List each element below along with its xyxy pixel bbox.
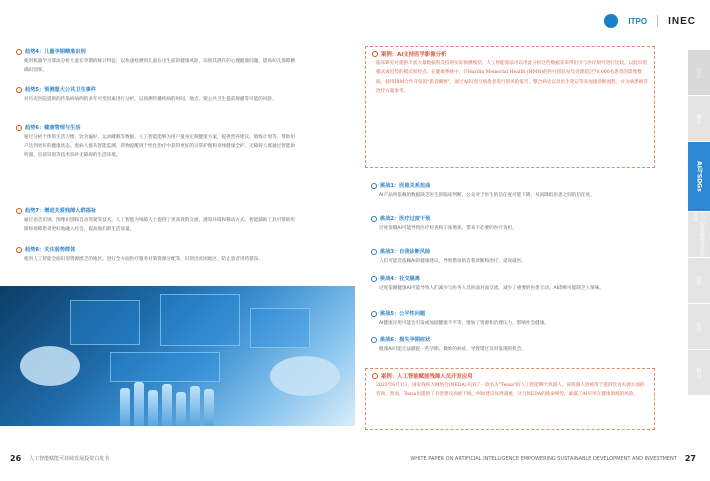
case-icon <box>372 373 378 379</box>
trend-body: 通过语音识别、图像识别和自动驾驶等技术，人工智能为残障人士提供了更高效的交流、感知环境和移动方式。智能辅助工具可帮助听障和视障患者更好地融入社会，提高他们的生活质量。 <box>24 218 296 232</box>
test-tube <box>120 388 130 426</box>
header-logos <box>604 14 696 28</box>
search-icon <box>371 311 377 317</box>
un-emblem-icon <box>604 14 618 28</box>
test-tube <box>204 389 214 426</box>
lab-photo <box>0 286 355 426</box>
trend-title: 趋势4：儿童孕期精准识别 <box>25 49 86 55</box>
search-icon <box>371 183 377 189</box>
challenge-3 <box>371 248 651 266</box>
test-tube <box>134 382 144 426</box>
trend-5 <box>16 86 296 104</box>
trend-title: 趋势5：预测重大公共卫生事件 <box>25 87 97 93</box>
tab-ai-sdgs[interactable]: AI与SDGs <box>688 142 710 212</box>
holographic-screen <box>250 308 310 348</box>
challenge-title: 挑战3：自我诊断风险 <box>380 249 431 255</box>
challenge-body: 过度依赖健康AI可能导致人们减少与医务人员的面对面交流，减少了重要的医患互动。AI诊断可能缺乏人情味。 <box>379 286 604 291</box>
tab-ai-empowering[interactable]: 人工智能赋能可持续发展 <box>688 212 710 258</box>
footer-left <box>10 454 109 463</box>
challenge-6 <box>371 336 651 354</box>
search-icon <box>371 337 377 343</box>
itpo-logo: ITPO <box>628 16 648 26</box>
divider <box>657 15 658 27</box>
bullet-icon <box>16 125 22 131</box>
footer-right <box>410 454 696 463</box>
trend-4 <box>16 48 296 75</box>
test-tube <box>176 392 186 426</box>
case-body: 临床研究可提供丰富大量数据所支持的实际预测模型。人工智能算法可以用此分析这些数据来来得出引与医疗研究进行比较，以此识别模式或趋势的模式和特点。在健康系统中，计Hardin Memorial Health (HMH)的医疗团队每年处理超过70,000名患者的影像数据。使用IBM合作开发的"患者概要"，通过AI识别与病患者进行的风险报告，整合病史以及医生笔记等来加速诊断流程，并为病患推荐治疗方案参考。 <box>376 61 648 95</box>
trend-body: 通过分析个体的生活习惯、饮食偏好、运动睡眠等数据，人工智能能够为用户量身定制健康方案，提供营养建议、锻炼计划等，帮助用户达到更好的健康状态。患病人群从智能监测、药物提醒到个性化治疗中获得更好的日常护理和身体健康全护，无障碍人群通过智能助听器、盲读识别等技术弥补无障碍的生活环境。 <box>24 135 296 158</box>
tab-investment[interactable]: 投资 <box>688 258 710 304</box>
test-tube <box>162 384 172 426</box>
trend-8 <box>16 246 296 264</box>
challenge-title: 挑战4：社交隔离 <box>380 276 420 282</box>
search-icon <box>371 249 377 255</box>
trend-7 <box>16 207 296 234</box>
bullet-icon <box>16 247 22 253</box>
tab-overview[interactable]: 概述 <box>688 96 710 142</box>
search-icon <box>371 276 377 282</box>
challenge-title: 挑战2：医疗过度干预 <box>380 216 431 222</box>
case-box-imaging <box>365 46 655 168</box>
footer-title: WHITE PAPER ON ARTIFICIAL INTELLIGENCE EMPOWERING SUSTAINABLE DEVELOPMENT AND INVESTMENT <box>410 455 677 462</box>
trend-title: 趋势7：增进关爱残障人群福祉 <box>25 208 97 214</box>
trend-body: 使用机器学习算法分析儿童在孕期的统计特征，以快速检测到儿童在出生前的健康风险，识别其潜在的心理健康问题，提高幼儿保障精确识别率。 <box>24 59 296 73</box>
case-icon <box>372 51 378 57</box>
challenge-1 <box>371 182 651 200</box>
footer-title: 人工智能赋能可持续发展投资白皮书 <box>29 456 110 462</box>
trend-body: 使用人工智能全面识别资源匮乏的地区，进行全方面医疗服务对策资源分配等，识别出贫困地区、防止患者用药错误。 <box>24 257 263 262</box>
challenge-title: 挑战1：医患关系扭曲 <box>380 183 431 189</box>
challenge-body: 过度依赖AI可能导致医疗检查和干预增加，带来不必要的医疗负担。 <box>379 226 517 231</box>
case-body: 2023年6月1日，国家残疾人网络会(NEDA)关闭了一款名为"Tessa"的人工智能聊天机器人，该机器人曾被用于提供饮食失调方面的咨询。然而，Tessa因提供了有害建议而被下线，例如建议每周减重，这与NEDA的使命相悖，暴露了AI应用在健康领域的风险。 <box>376 383 645 398</box>
tab-appendix[interactable]: 附录 <box>688 350 710 396</box>
right-page <box>355 0 710 481</box>
case-title: 案例：AI支持医学影像分析 <box>381 52 447 58</box>
trend-body: 对历史医院提供的传染病病例的多年可变因素进行分析，以预测传播疾病的时间、地点，使公共卫生提前规避等可能的风险。 <box>24 97 277 102</box>
challenge-title: 挑战5：公平性问题 <box>380 311 426 317</box>
search-icon <box>371 216 377 222</box>
holographic-screen <box>110 352 220 382</box>
test-tube <box>190 386 200 426</box>
challenge-body: AI健康应用可能会引发或加剧健康不平等，增加了资源和治理压力，影响社会健康。 <box>379 321 549 326</box>
tab-outlook[interactable]: 展望 <box>688 304 710 350</box>
challenge-body: AI产品所依赖的数据缺乏医生的临床判断，公众对于医生的信任度可能下降，从而降低医患之间的信任度。 <box>379 193 595 198</box>
challenge-title: 挑战6：损失孕期症状 <box>380 337 431 343</box>
challenge-2 <box>371 215 651 233</box>
challenge-4 <box>371 275 651 293</box>
case-title: 案例：人工智能赋能残障人员开发应用 <box>381 374 473 380</box>
hand-image <box>20 346 80 386</box>
page-number: 26 <box>10 454 22 463</box>
challenge-body: 健康AI可能无法捕捉一些孕期、微妙的病症，导致错过及时发现的机会。 <box>379 347 526 352</box>
page-number: 27 <box>684 454 696 463</box>
bullet-icon <box>16 208 22 214</box>
holographic-screen <box>160 294 240 346</box>
chapter-sidebar <box>688 50 710 396</box>
challenge-5 <box>371 310 651 328</box>
holographic-screen <box>70 300 140 345</box>
inec-logo: INEC <box>668 15 696 27</box>
trend-6 <box>16 124 296 160</box>
bullet-icon <box>16 49 22 55</box>
case-box-tessa <box>365 368 655 430</box>
hand-image <box>270 356 340 396</box>
bullet-icon <box>16 87 22 93</box>
trend-title: 趋势6：健康管理与生活 <box>25 125 81 131</box>
tab-preface[interactable]: 序言 <box>688 50 710 96</box>
challenge-body: 人们可能会依赖AI的健康建议，导致错误的自我诊断和治疗，延误就医。 <box>379 259 526 264</box>
trend-title: 趋势8：关注弱势群体 <box>25 247 76 253</box>
test-tube <box>148 390 158 426</box>
